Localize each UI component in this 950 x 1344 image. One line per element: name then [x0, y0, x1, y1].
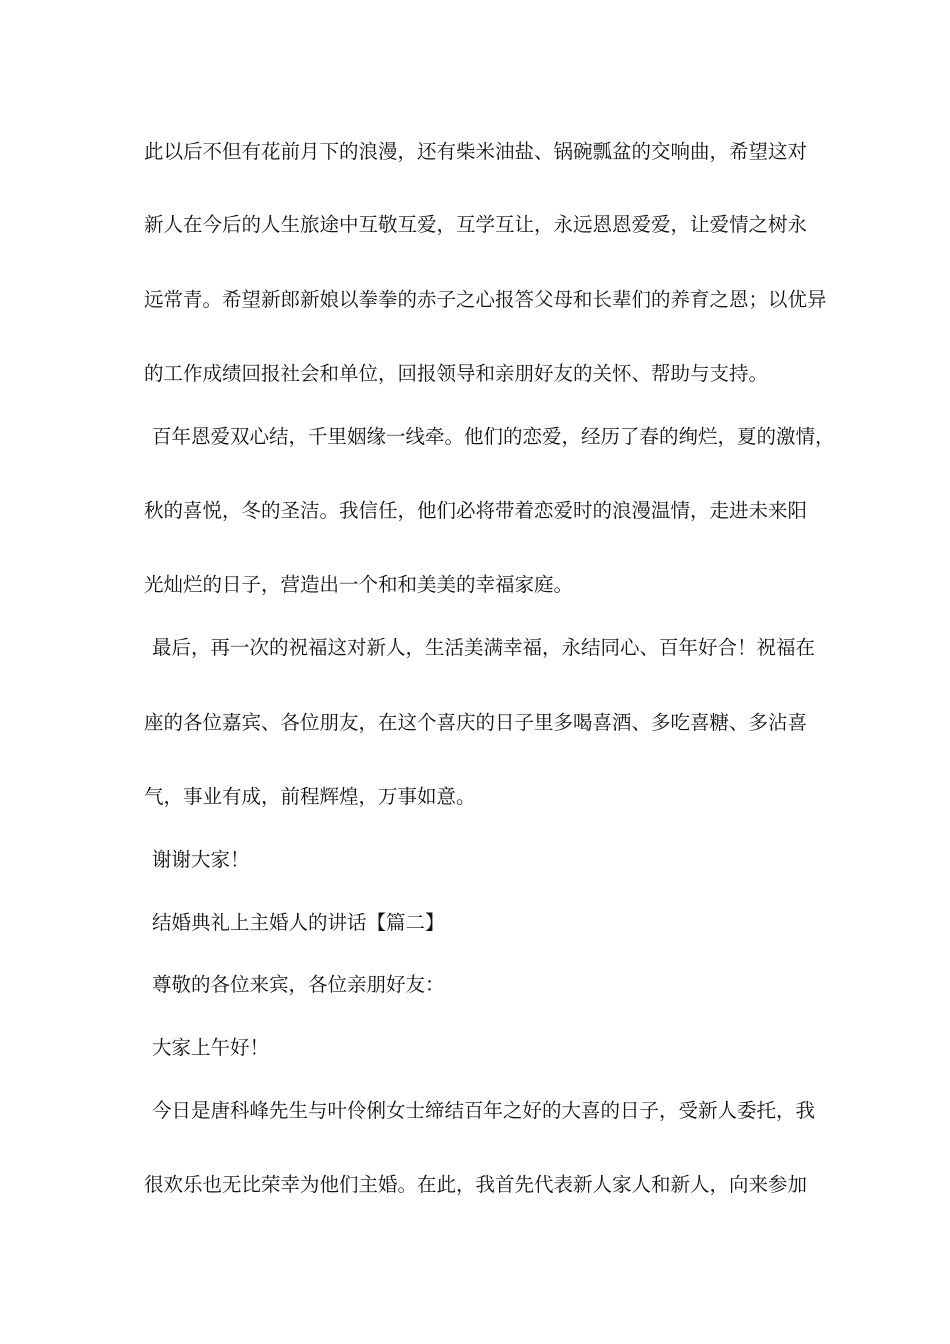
- paragraph-line: 座的各位嘉宾、各位朋友，在这个喜庆的日子里多喝喜酒、多吃喜糖、多沾喜: [144, 711, 808, 734]
- closing-line: 谢谢大家！: [152, 848, 250, 871]
- paragraph-line: 百年恩爱双心结，千里姻缘一线牵。他们的恋爱，经历了春的绚烂，夏的激情，: [152, 425, 835, 448]
- section-heading: 结婚典礼上主婚人的讲话【篇二】: [152, 911, 445, 934]
- paragraph-line: 秋的喜悦，冬的圣洁。我信任，他们必将带着恋爱时的浪漫温情，走进未来阳: [144, 499, 808, 522]
- paragraph-line: 此以后不但有花前月下的浪漫，还有柴米油盐、锅碗瓢盆的交响曲，希望这对: [144, 140, 808, 163]
- paragraph-line: 最后，再一次的祝福这对新人，生活美满幸福，永结同心、百年好合！祝福在: [152, 636, 816, 659]
- paragraph-line: 的工作成绩回报社会和单位，回报领导和亲朋好友的关怀、帮助与支持。: [144, 362, 769, 385]
- paragraph-line: 光灿烂的日子，营造出一个和和美美的幸福家庭。: [144, 573, 574, 596]
- paragraph-line: 新人在今后的人生旅途中互敬互爱，互学互让，永远恩恩爱爱，让爱情之树永: [144, 213, 808, 236]
- paragraph-line: 今日是唐科峰先生与叶伶俐女士缔结百年之好的大喜的日子，受新人委托，我: [152, 1099, 816, 1122]
- paragraph-line: 很欢乐也无比荣幸为他们主婚。在此，我首先代表新人家人和新人，向来参加: [144, 1173, 808, 1196]
- paragraph-line: 气，事业有成，前程辉煌，万事如意。: [144, 785, 476, 808]
- salutation-line: 尊敬的各位来宾，各位亲朋好友：: [152, 973, 445, 996]
- paragraph-line: 远常青。希望新郎新娘以拳拳的赤子之心报答父母和长辈们的养育之恩；以优异: [144, 288, 827, 311]
- greeting-line: 大家上午好！: [152, 1036, 270, 1059]
